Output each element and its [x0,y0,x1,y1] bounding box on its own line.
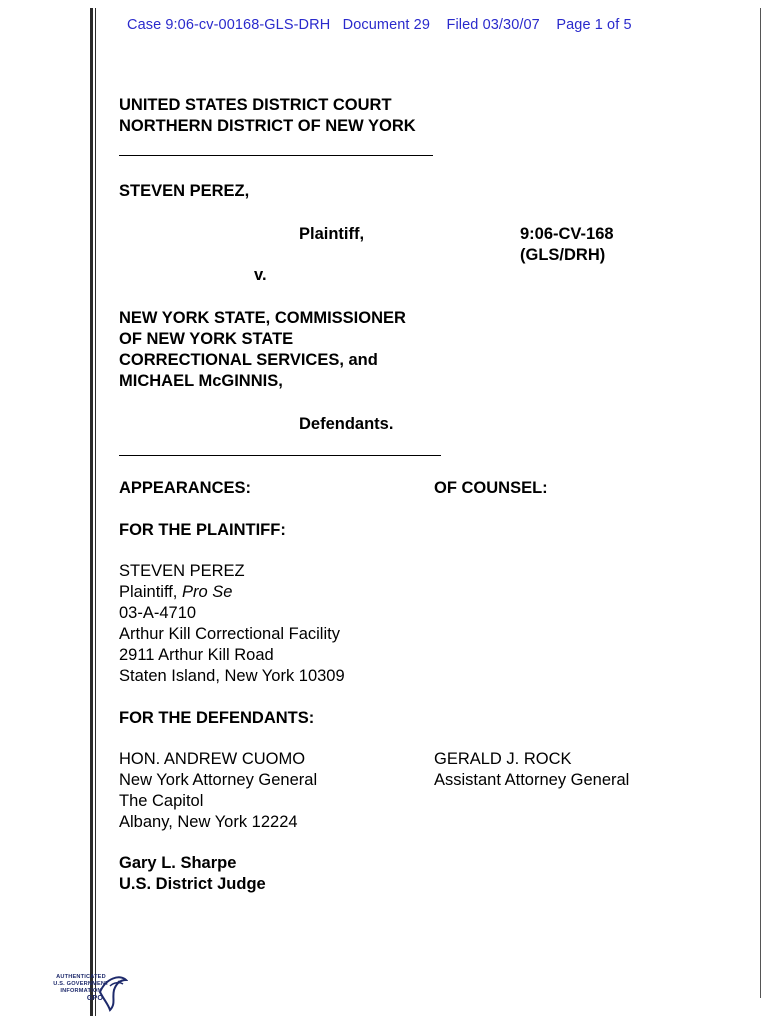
case-judges: (GLS/DRH) [520,246,606,264]
defendants-line: OF NEW YORK STATE [119,330,294,348]
defendants-attorney-name: HON. ANDREW CUOMO [119,750,306,768]
seal-gpo: GPO [86,995,104,1002]
case-number: 9:06-CV-168 [520,225,614,243]
plaintiff-name: STEVEN PEREZ, [119,182,250,200]
right-margin-rule [760,8,761,998]
counsel-title: Assistant Attorney General [434,771,630,789]
header-document: Document 29 [342,17,430,33]
of-counsel-label: OF COUNSEL: [434,479,548,497]
plaintiff-appearance-role [119,582,232,603]
judge-name: Gary L. Sharpe [119,854,237,872]
defendants-heading: FOR THE DEFENDANTS: [119,709,315,727]
seal-text: AUTHENTICATED [56,974,106,980]
left-margin-rule [90,8,93,1016]
defendants-line: MICHAEL McGINNIS, [119,372,283,390]
filing-header [127,17,632,33]
defendants-line: CORRECTIONAL SERVICES, and [119,351,378,369]
seal-text: U.S. GOVERNMENT [53,981,109,987]
court-divider [119,155,433,156]
versus: v. [254,266,267,284]
court-district: NORTHERN DISTRICT OF NEW YORK [119,117,416,135]
facility-street: 2911 Arthur Kill Road [119,646,274,664]
facility-name: Arthur Kill Correctional Facility [119,625,340,643]
appearances-label: APPEARANCES: [119,479,252,497]
header-filed-date: Filed 03/30/07 [446,17,540,33]
judge-title: U.S. District Judge [119,875,266,893]
counsel-name: GERALD J. ROCK [434,750,572,768]
defendants-role: Defendants. [299,415,394,433]
defendants-attorney-title: New York Attorney General [119,771,318,789]
pro-se-label: Pro Se [181,583,233,601]
header-case-number: Case 9:06-cv-00168-GLS-DRH [127,17,331,33]
inmate-id: 03-A-4710 [119,604,197,622]
plaintiff-heading: FOR THE PLAINTIFF: [119,521,286,539]
plaintiff-appearance-name: STEVEN PEREZ [119,562,245,580]
plaintiff-role: Plaintiff, [299,225,365,243]
caption-divider [119,455,441,456]
defendants-address-line: Albany, New York 12224 [119,813,298,831]
facility-city: Staten Island, New York 10309 [119,667,345,685]
defendants-line: NEW YORK STATE, COMMISSIONER [119,309,406,327]
seal-text: INFORMATION [60,988,102,994]
gpo-authentication-seal [38,970,130,1016]
plaintiff-role-prefix: Plaintiff, [119,583,182,601]
defendants-address-line: The Capitol [119,792,204,810]
left-margin-rule-inner [95,8,96,1016]
header-page-number: Page 1 of 5 [556,17,632,33]
court-name: UNITED STATES DISTRICT COURT [119,96,392,114]
